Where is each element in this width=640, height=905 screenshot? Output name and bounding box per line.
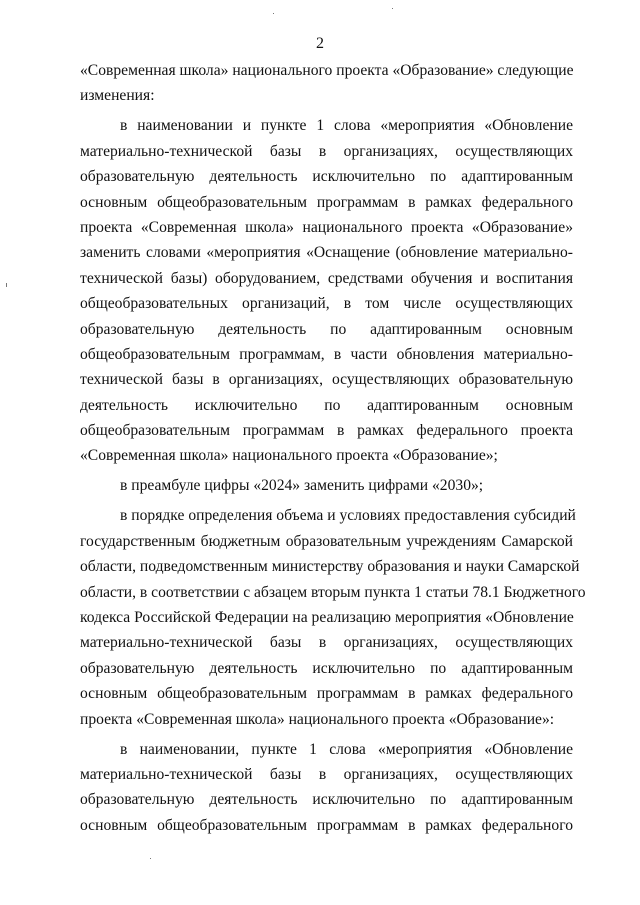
text-line: заменить словами «мероприятия «Оснащение (обновление материально- [80,244,573,262]
document-body [80,58,586,838]
text-line: области, в соответствии с абзацем вторым пункта 1 статьи 78.1 Бюджетного [80,583,586,601]
text-line: в наименовании, пункте 1 слова «мероприятия «Обновление [120,740,573,758]
paragraph-subsidy-procedure [80,503,586,732]
paragraph-name-point [80,737,573,839]
text-line: образовательную деятельность исключительно по адаптированным [80,659,573,677]
text-line: технической базы в организациях, осуществляющих образовательную [80,371,573,389]
text-line: технической базы) оборудованием, средствами обучения и воспитания [80,269,573,287]
text-line: материально-технической базы в организациях, осуществляющих [80,634,573,652]
scan-speck [273,13,274,14]
text-line: «Современная школа» национального проекта «Образование» следующие [80,62,574,79]
text-line: деятельность исключительно по адаптированным основным [80,396,573,414]
scan-speck [150,858,151,859]
text-line: в порядке определения объема и условиях предоставления субсидий [120,507,576,525]
page-number: 2 [316,35,324,52]
text-line: общеобразовательных организаций, в том числе осуществляющих [80,295,573,313]
text-line: общеобразовательным программам, в части обновления материально- [80,345,573,363]
text-line: проекта «Современная школа» национального проекта «Образование» [80,218,573,236]
text-line: материально-технической базы в организациях, осуществляющих [80,142,573,160]
text-line: образовательную деятельность исключительно по адаптированным [80,791,573,809]
text-line: основным общеобразовательным программам в рамках федерального [80,193,573,211]
text-line: области, подведомственным министерству образования и науки Самарской [80,558,580,576]
text-line: кодекса Российской Федерации на реализацию мероприятия «Обновление [80,608,574,626]
text-line: основным общеобразовательным программам в рамках федерального [80,816,573,834]
text-line: общеобразовательным программам в рамках федерального проекта [80,422,573,440]
paragraph-amendment-title [80,113,573,468]
text-line: образовательную деятельность исключительно по адаптированным [80,168,573,186]
text-line: основным общеобразовательным программам в рамках федерального [80,685,573,703]
text-line: государственным бюджетным образовательным учреждениям Самарской [80,532,573,550]
text-line: образовательную деятельность по адаптированным основным [80,320,573,338]
text-line: материально-технической базы в организациях, осуществляющих [80,765,573,783]
text-line: в преамбуле цифры «2024» заменить цифрами «2030»; [120,477,484,495]
text-line: изменения: [80,87,155,105]
text-line: проекта «Современная школа» национального проекта «Образование»: [80,710,555,728]
scan-speck [392,8,393,9]
text-line: «Современная школа» национального проекта «Образование»; [80,447,498,465]
paragraph-continuation [80,58,573,109]
scan-speck [6,283,7,287]
paragraph-preamble [80,473,573,498]
text-line: в наименовании и пункте 1 слова «мероприятия «Обновление [120,117,573,135]
